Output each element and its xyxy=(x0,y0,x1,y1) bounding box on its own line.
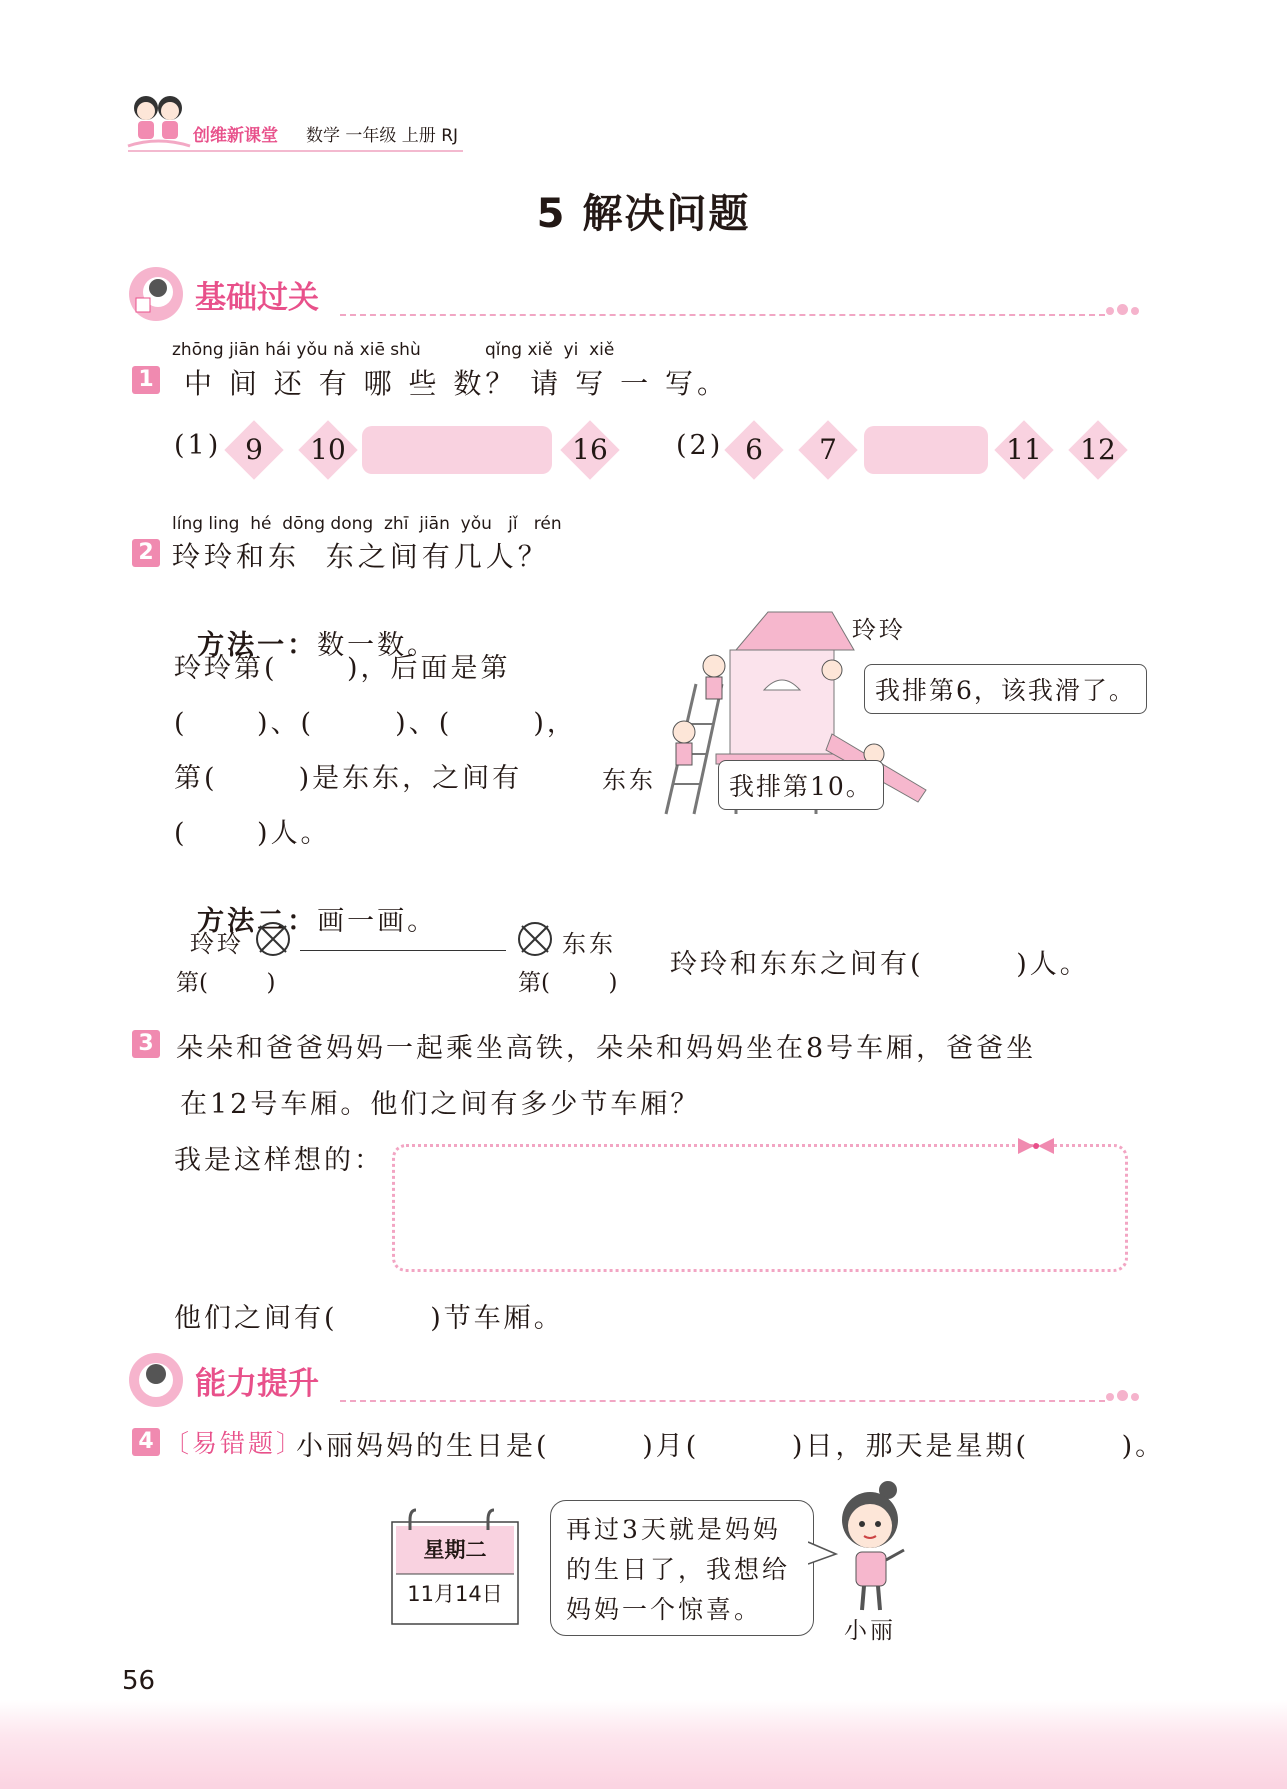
q3-badge: 3 xyxy=(132,1030,160,1058)
q1-part1-diamond: 9 xyxy=(222,418,286,482)
q1-part2-diamond: 6 xyxy=(722,418,786,482)
q1-badge: 1 xyxy=(132,366,160,394)
section2-divider xyxy=(340,1400,1105,1402)
crossed-circle-icon xyxy=(516,920,554,958)
calendar-icon xyxy=(390,1508,520,1626)
q1-part1-label: (1) xyxy=(174,430,222,461)
q3-think-label: 我是这样想的： xyxy=(174,1145,384,1176)
q1-part2-diamond: 11 xyxy=(992,418,1056,482)
section2-dots-icon xyxy=(1106,1386,1142,1405)
q2-pinyin: líng ling hé dōng dong zhī jiān yǒu jǐ rén xyxy=(172,514,562,534)
q2-line1: 玲玲第( )，后面是第 xyxy=(174,653,511,684)
crossed-circle-icon xyxy=(254,920,292,958)
q4-text: 小丽妈妈的生日是( )月( )日，那天是星期( )。 xyxy=(296,1431,1166,1462)
q2-draw-line[interactable] xyxy=(300,950,506,951)
q3-answer: 他们之间有( )节车厢。 xyxy=(174,1303,564,1334)
page-number: 56 xyxy=(122,1666,156,1696)
q1-part1-answer-box[interactable] xyxy=(362,426,552,474)
footer-band xyxy=(0,1700,1287,1789)
q2-right-name: 东东 xyxy=(562,930,616,958)
q1-part2-diamond: 12 xyxy=(1066,418,1130,482)
speech-bubble-lingling: 我排第6，该我滑了。 xyxy=(864,664,1147,714)
q2-line4: ( )人。 xyxy=(174,818,331,849)
q1-pinyin-a: zhōng jiān hái yǒu nǎ xiē shù xyxy=(172,340,421,360)
q2-line3: 第( )是东东，之间有 xyxy=(174,763,523,794)
q2-method1-text: 数一数。 xyxy=(317,630,438,661)
q2-answer: 玲玲和东东之间有( )人。 xyxy=(670,949,1090,980)
q4-tag: 〔易错题〕 xyxy=(164,1429,305,1458)
bubble-line1: 再过3天就是妈妈 xyxy=(566,1515,781,1544)
q2-badge: 2 xyxy=(132,539,160,567)
calendar-weekday: 星期二 xyxy=(423,1538,487,1562)
calendar-date: 11月14日 xyxy=(407,1582,503,1606)
q2-method2-text: 画一画。 xyxy=(317,906,438,937)
girl-xiaoli-illustration xyxy=(832,1480,912,1614)
bubble-line2: 的生日了，我想给 xyxy=(566,1555,791,1584)
q1-part2-answer-box[interactable] xyxy=(864,426,988,474)
q3-answer-box[interactable] xyxy=(392,1144,1128,1272)
q3-text-line2: 在12号车厢。他们之间有多少节车厢？ xyxy=(180,1089,701,1120)
section2-heading: 能力提升 xyxy=(195,1366,319,1402)
section1-divider xyxy=(340,314,1105,316)
section1-dots-icon xyxy=(1106,300,1142,319)
page-title: 5 解决问题 xyxy=(536,191,751,237)
q2-text: 玲玲和东 东之间有几人？ xyxy=(172,540,550,573)
header-subject: 数学 一年级 上册 RJ xyxy=(306,126,459,146)
pic-name-dongdong: 东东 xyxy=(602,766,656,794)
q1-part1-diamond: 10 xyxy=(296,418,360,482)
q2-left-rank: 第( ) xyxy=(176,970,276,996)
q1-part2-label: (2) xyxy=(676,430,724,461)
q2-method1-label: 方法一： xyxy=(197,630,318,661)
girl-name: 小丽 xyxy=(844,1618,896,1644)
q2-right-rank: 第( ) xyxy=(518,970,618,996)
q4-badge: 4 xyxy=(132,1428,160,1456)
q1-text: 中 间 还 有 哪 些 数？ 请 写 一 写。 xyxy=(184,367,730,400)
section2-mascot-icon xyxy=(128,1352,184,1408)
section1-mascot-icon xyxy=(128,266,184,322)
q1-pinyin-b: qǐng xiě yi xiě xyxy=(485,340,615,360)
q2-method2-label: 方法二： xyxy=(197,906,318,937)
q2-left-name: 玲玲 xyxy=(190,930,244,958)
q1-part2-diamond: 7 xyxy=(796,418,860,482)
speech-bubble-dongdong: 我排第10。 xyxy=(718,760,884,810)
q2-line2: ( )、( )、( )， xyxy=(174,708,577,739)
bow-icon xyxy=(1018,1136,1054,1156)
q1-part1-diamond: 16 xyxy=(558,418,622,482)
q3-text-line1: 朵朵和爸爸妈妈一起乘坐高铁，朵朵和妈妈坐在8号车厢，爸爸坐 xyxy=(176,1033,1037,1064)
section1-heading: 基础过关 xyxy=(195,280,319,316)
header-divider xyxy=(128,150,463,152)
pic-name-lingling: 玲玲 xyxy=(852,616,906,644)
header-mascot-icon xyxy=(126,90,192,152)
header-brand: 创维新课堂 xyxy=(193,126,278,146)
bubble-line3: 妈妈一个惊喜。 xyxy=(566,1595,763,1624)
